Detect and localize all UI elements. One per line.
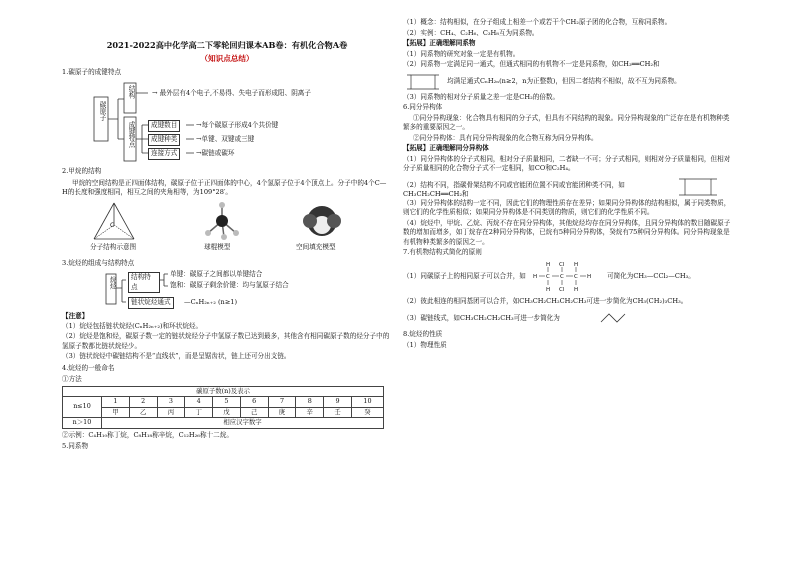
isomer-point-1: （1）同分异构体的分子式相同，相对分子质量相同，二者缺一不可；分子式相同，则相对分子质量相同，但相对分子质量相同的化合物分子式不一定相同，如CO和C₂H₄。 — [403, 154, 731, 172]
svg-text:C: C — [110, 221, 115, 229]
isomer-point-4: （4）烷烃中，甲烷、乙烷、丙烷不存在同分异构体，其他烷烃均存在同分异构体，且同分异构体的数目随碳原子数的增加而增多，如丁烷存在2种同分异构体，已烷有5种同分异构体，癸烷有75种同分异构体。同分异构现象是有机物种类繁多的原因之一。 — [403, 218, 731, 246]
num-cell: 6 — [240, 397, 268, 408]
zigzag-line-icon — [599, 310, 629, 326]
section-6-title: 6.同分异构体 — [403, 103, 443, 111]
svg-text:H: H — [546, 286, 551, 293]
cyclobutane-structure-icon — [405, 71, 445, 93]
bond-type-box: 成键种类 — [148, 134, 180, 146]
isomer-def: ②同分异构体：具有同分异构现象的化合物互称为同分异构体。 — [413, 133, 598, 142]
space-filling-icon — [303, 206, 341, 236]
bond-connect-box: 连接方式 — [148, 148, 180, 160]
simplify-rule-3: （3）碳链线式，如CH₃CH₂CH₂CH₃可进一步简化为 — [403, 314, 560, 322]
svg-text:Cl: Cl — [559, 261, 565, 268]
isomer-point-2: （2）结构不同，指碳骨架结构不同或官能团位置不同或官能团种类不同，如CH₃CH₂CH══CH₂和 — [403, 180, 625, 198]
cyclo-alkane-row — [403, 71, 733, 93]
right-column — [403, 18, 733, 351]
dichloropropane-structure-icon — [531, 259, 607, 293]
section-3-title: 3.烷烃的组成与结构特点 — [62, 258, 135, 267]
section-1-title: 1.碳原子的成键特点 — [62, 67, 122, 76]
note-title: 【注意】 — [62, 312, 89, 320]
isomer-extend-title: 【拓展】正确理解同分异构体 — [403, 144, 489, 152]
alkane-single-bond: 单键：碳原子之间都以单键结合 — [170, 270, 263, 278]
isomerism-def: ①同分异构现象：化合物具有相同的分子式，但具有不同结构的现象。同分异构现象的广泛存在是有机物种类繁多的重要原因之一。 — [403, 113, 730, 131]
name-cell: 甲 — [102, 407, 130, 418]
simplify-rule-1-row — [403, 259, 733, 293]
carbon-atom-label: 碳原子 — [98, 101, 106, 121]
num-cell: 3 — [157, 397, 185, 408]
bond-count-text: →每个碳原子形成4个共价键 — [196, 121, 279, 129]
methane-paragraph: 甲烷的空间结构是正四面体结构，碳原子位于正四面体的中心，4个氢原子位于4个顶点上。分子中的4个C—H的长度和强度相同，相互之间的夹角相等，为109°28′。 — [62, 178, 387, 196]
n-gt-10-text: 相应汉字数字 — [102, 418, 384, 429]
svg-text:H: H — [533, 273, 538, 280]
name-cell: 辛 — [296, 407, 324, 418]
alkane-formula: —CₙH₂ₙ₊₂ (n≥1) — [184, 298, 238, 306]
num-cell: 9 — [324, 397, 352, 408]
n-gt-10-label: n＞10 — [63, 418, 102, 429]
alkane-structure-box: 结构特点 — [128, 272, 160, 293]
num-cell: 7 — [268, 397, 296, 408]
name-cell: 壬 — [324, 407, 352, 418]
alkane-label: 烷烃 — [108, 276, 116, 290]
simplify-rule-1a: （1）同碳原子上的相同原子可以合并，如 — [403, 271, 526, 280]
num-cell: 5 — [213, 397, 241, 408]
section-8-title: 8.烷烃的性质 — [403, 330, 443, 338]
note-3: （3）链状烷烃中碳链结构不是“直线状”，而是呈锯齿状，链上还可分出支链。 — [62, 352, 291, 360]
simplify-rule-1b: 可简化为CH₃—CCl₂—CH₃。 — [607, 271, 695, 280]
name-cell: 己 — [240, 407, 268, 418]
structure-text: → 最外层有4个电子,不易得、失电子而形成阳、阴离子 — [152, 89, 311, 97]
num-cell: 1 — [102, 397, 130, 408]
alkane-formula-box: 链状烷烃通式 — [128, 297, 174, 309]
section-4-title: 4.烷烃的一般命名 — [62, 363, 115, 372]
bond-connect-text: →碳链或碳环 — [196, 149, 235, 157]
bond-count-box: 成键数目 — [148, 120, 180, 132]
table-row — [63, 407, 384, 418]
name-cell: 丁 — [185, 407, 213, 418]
svg-text:Cl: Cl — [559, 286, 565, 293]
naming-example: ②示例：C₄H₁₀称丁烷，C₈H₁₈称辛烷，C₁₂H₂₆称十二烷。 — [62, 430, 233, 439]
svg-text:C: C — [560, 273, 564, 280]
homolog-point-3: （3）同系物的相对分子质量之差一定是CH₂的倍数。 — [403, 92, 560, 101]
caption-structure: 分子结构示意图 — [90, 242, 137, 251]
structure-label: 结构 — [127, 85, 135, 99]
section-7-title: 7.有机物结构式简化的原则 — [403, 248, 482, 256]
table-row — [63, 397, 384, 408]
n-le-10-label: n≤10 — [63, 397, 102, 418]
note-1: （1）烷烃包括链状烷烃(CₙH₂ₙ₊₂)和环状烷烃。 — [62, 321, 203, 330]
caption-space-filling: 空间填充模型 — [296, 242, 336, 251]
alkane-saturated: 饱和：碳原子剩余价键：均与氢原子结合 — [170, 281, 289, 289]
homolog-extend-title: 【拓展】正确理解同系物 — [403, 39, 476, 47]
name-cell: 戊 — [213, 407, 241, 418]
section-2-title: 2.甲烷的结构 — [62, 167, 102, 175]
cyclobutane-ring-icon — [675, 175, 725, 199]
name-cell: 丙 — [157, 407, 185, 418]
num-cell: 2 — [129, 397, 157, 408]
note-2: （2）烷烃是饱和烃，碳原子数一定的链状烷烃分子中氢原子数已达到最多，其他含有相同碳原子数的烃分子中的氢原子数都比链状烷烃少。 — [62, 332, 390, 350]
alkane-structure-diagram — [62, 270, 392, 312]
homolog-point-1: （1）同系物的研究对象一定是有机物。 — [403, 49, 520, 58]
isomer-point-2-row — [403, 175, 733, 199]
homolog-concept: （1）概念：结构相似，在分子组成上相差一个或若干个CH₂原子团的化合物，互称同系物。 — [403, 18, 672, 26]
svg-text:H: H — [574, 261, 579, 268]
carbon-bonding-diagram — [62, 79, 392, 163]
num-cell: 8 — [296, 397, 324, 408]
isomer-point-3: （3）同分异构体的结构一定不同，因此它们的物理性质存在差异；如果同分异构体的结构相似，属于同类物质，则它们的化学性质相似；如果同分异构体是不同类别的物质，则它们的化学性质不同。 — [403, 198, 731, 216]
ball-stick-icon — [205, 202, 239, 240]
page-subtitle: （知识点总结） — [200, 54, 254, 63]
homolog-point-2-cont: 均满足通式CₙH₂ₙ(n≥2，n为正整数)，但因二者结构不相似，故不互为同系物。 — [447, 76, 681, 85]
svg-text:C: C — [546, 273, 550, 280]
num-cell: 4 — [185, 397, 213, 408]
section-5-title: 5.同系物 — [62, 442, 89, 450]
bond-feature-label: 成键特点 — [127, 121, 135, 148]
simplify-rule-3-row — [403, 310, 733, 326]
name-cell: 癸 — [351, 407, 383, 418]
svg-text:H: H — [587, 273, 592, 280]
name-cell: 庚 — [268, 407, 296, 418]
svg-text:C: C — [574, 273, 578, 280]
num-cell: 10 — [351, 397, 383, 408]
svg-text:H: H — [574, 286, 579, 293]
methane-structure-icon — [62, 199, 392, 245]
physical-properties: （1）物理性质 — [403, 340, 447, 349]
homolog-point-2: （2）同系物一定满足同一通式，但通式相同的有机物不一定是同系物，如CH₂══CH₂和 — [403, 60, 660, 68]
simplify-rule-2: （2）彼此相连的相同基团可以合并，如CH₃CH₂CH₂CH₂CH₃可进一步简化为CH₃(CH₂)₃CH₃。 — [403, 296, 688, 305]
method-label: ①方法 — [62, 375, 82, 383]
homolog-example: （2）实例：CH₄、C₂H₆、C₃H₈互为同系物。 — [403, 28, 539, 37]
page-title: 2021-2022高中化学高二下零轮回归课本AB卷：有机化合物A卷 — [106, 40, 348, 50]
svg-text:H: H — [546, 261, 551, 268]
naming-table — [62, 386, 384, 429]
methane-models — [62, 199, 392, 255]
left-column — [62, 0, 392, 454]
bond-type-text: →单键、双键或三键 — [196, 135, 255, 143]
name-cell: 乙 — [129, 407, 157, 418]
caption-ball-stick: 球棍模型 — [204, 242, 231, 251]
table-row — [63, 418, 384, 429]
table-header: 碳原子数(n)及表示 — [63, 386, 384, 397]
